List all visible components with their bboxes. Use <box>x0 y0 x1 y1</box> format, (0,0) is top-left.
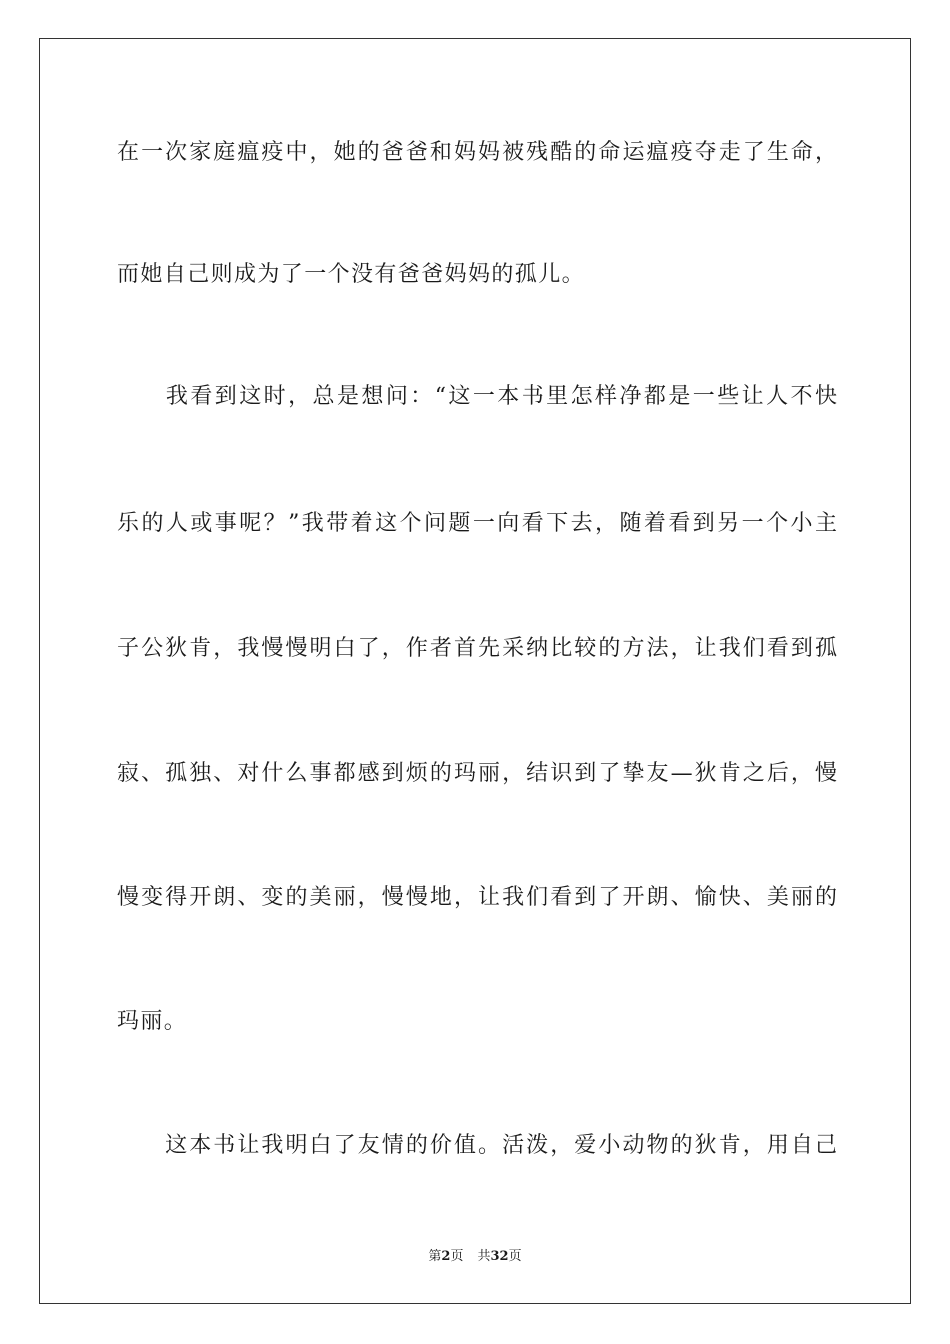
text-line-3: 我看到这时，总是想问：“这一本书里怎样净都是一些让人不快 <box>117 384 837 409</box>
total-suffix: 页 <box>508 1249 522 1264</box>
total-pages: 32 <box>490 1249 509 1264</box>
text-line-8: 玛丽。 <box>117 1009 188 1034</box>
text-line-9: 这本书让我明白了友情的价值。活泼，爱小动物的狄肯，用自己 <box>117 1133 837 1158</box>
page-suffix: 页 <box>450 1249 464 1264</box>
text-line-5: 子公狄肯，我慢慢明白了，作者首先采纳比较的方法，让我们看到孤 <box>117 636 837 661</box>
page-prefix: 第 <box>428 1249 442 1264</box>
text-line-2: 而她自己则成为了一个没有爸爸妈妈的孤儿。 <box>117 262 586 287</box>
page-border <box>39 38 911 1304</box>
page-number: 2 <box>441 1249 451 1264</box>
text-line-6: 寂、孤独、对什么事都感到烦的玛丽，结识到了挚友—狄肯之后，慢 <box>117 761 837 786</box>
text-line-4: 乐的人或事呢？”我带着这个问题一向看下去，随着看到另一个小主 <box>117 511 837 536</box>
total-prefix: 共 <box>477 1249 491 1264</box>
page-footer <box>0 1248 950 1266</box>
text-line-1: 在一次家庭瘟疫中，她的爸爸和妈妈被残酷的命运瘟疫夺走了生命， <box>117 140 837 165</box>
text-line-7: 慢变得开朗、变的美丽，慢慢地，让我们看到了开朗、愉快、美丽的 <box>117 885 837 910</box>
